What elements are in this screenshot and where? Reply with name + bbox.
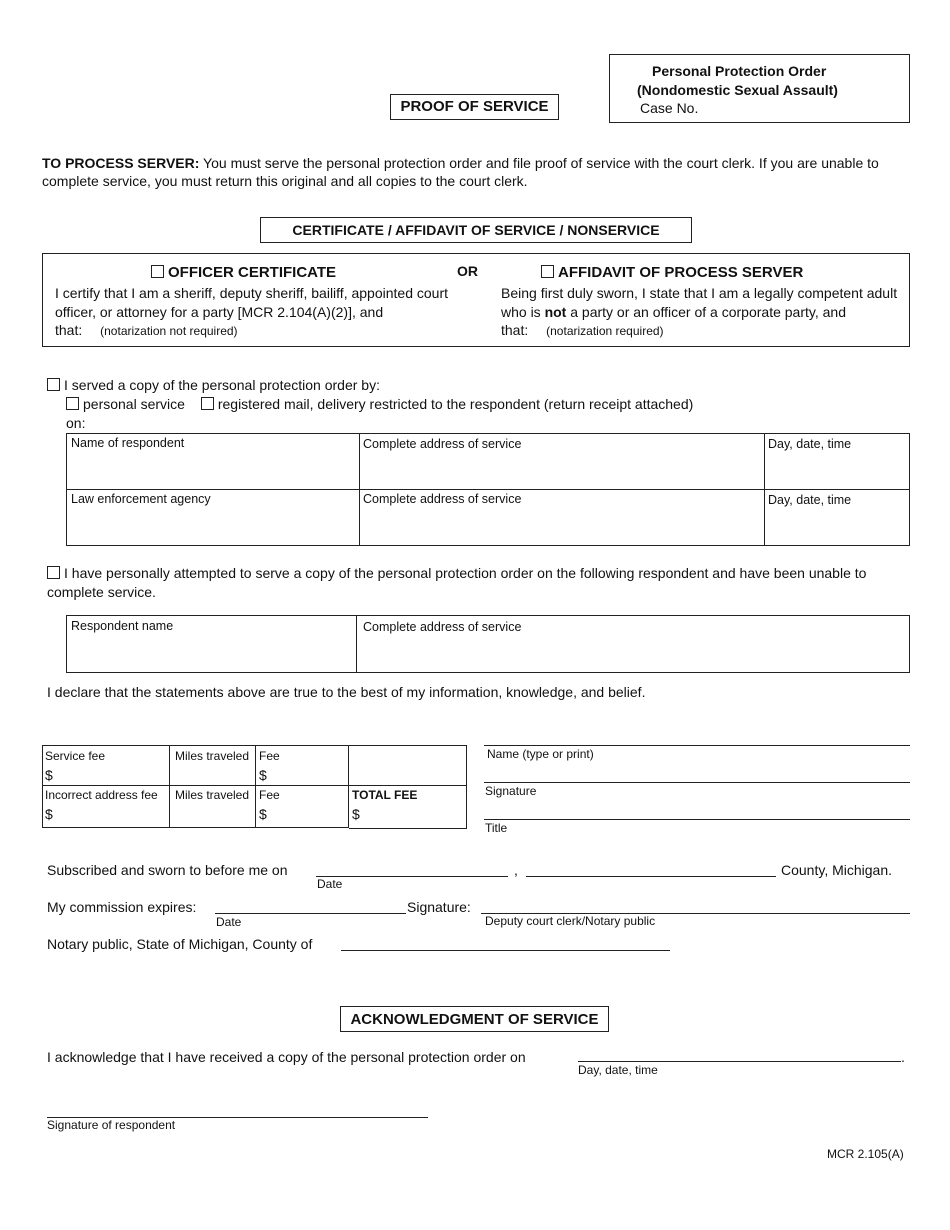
- notary-state-label: Notary public, State of Michigan, County of: [47, 936, 313, 952]
- acknowledgment-heading: ACKNOWLEDGMENT OF SERVICE: [350, 1011, 599, 1028]
- commission-expires-label: My commission expires:: [47, 899, 197, 915]
- acknowledgment-date-line[interactable]: [578, 1061, 901, 1062]
- miles-traveled-label-2: Miles traveled: [175, 788, 250, 802]
- process-server-instructions: [42, 154, 912, 190]
- service-fee-field[interactable]: $: [45, 767, 53, 783]
- attempted-table: [66, 615, 910, 673]
- commission-date-line[interactable]: [215, 913, 406, 914]
- total-fee-field[interactable]: $: [352, 806, 360, 822]
- subscribed-comma: ,: [514, 862, 518, 878]
- affidavit-checkbox[interactable]: [541, 265, 554, 278]
- court-rule-reference: MCR 2.105(A): [827, 1147, 904, 1161]
- page-title: PROOF OF SERVICE: [400, 98, 549, 115]
- service-address-field-1[interactable]: Complete address of service: [363, 437, 522, 451]
- notary-signature-label: Signature:: [407, 899, 471, 915]
- name-of-respondent-field[interactable]: Name of respondent: [71, 436, 185, 450]
- registered-mail-label: registered mail, delivery restricted to the respondent (return receipt attached): [217, 396, 694, 412]
- or-label: OR: [457, 263, 478, 279]
- commission-date-label: Date: [216, 915, 242, 929]
- case-no-label: Case No.: [640, 100, 699, 116]
- served-checkbox[interactable]: [47, 378, 60, 391]
- signature-line[interactable]: [484, 782, 910, 783]
- incorrect-address-fee-label: Incorrect address fee: [45, 788, 158, 802]
- acknowledgment-text: I acknowledge that I have received a copy of the personal protection order on: [47, 1049, 526, 1065]
- case-title-line2: (Nondomestic Sexual Assault): [637, 82, 838, 98]
- on-label: on:: [66, 415, 86, 431]
- certificate-box: [42, 253, 910, 347]
- acknowledgment-period: .: [901, 1049, 905, 1065]
- name-line[interactable]: [484, 745, 910, 746]
- title-label: Title: [485, 821, 508, 835]
- title-line[interactable]: [484, 819, 910, 820]
- instructions-text: You must serve the personal protection order and file proof of service with the court clerk. If you are unable to complete service, you must return this original and all copies to the court clerk.: [42, 155, 879, 189]
- subscribed-date-label: Date: [317, 877, 343, 891]
- certificate-heading-box: [260, 217, 692, 243]
- affidavit-heading: [541, 264, 803, 282]
- county-line[interactable]: [526, 876, 776, 877]
- personal-service-label: personal service: [83, 396, 185, 412]
- case-box: [609, 54, 910, 123]
- officer-certificate-heading: [151, 264, 336, 282]
- service-address-field-2[interactable]: Complete address of service: [363, 492, 522, 506]
- attempted-address-field[interactable]: Complete address of service: [363, 620, 522, 634]
- acknowledgment-heading-box: [340, 1006, 609, 1032]
- law-enforcement-agency-field[interactable]: Law enforcement agency: [71, 492, 211, 506]
- certificate-heading: CERTIFICATE / AFFIDAVIT OF SERVICE / NONSERVICE: [292, 222, 660, 238]
- personal-service-checkbox[interactable]: [66, 397, 79, 410]
- acknowledgment-date-label: Day, date, time: [578, 1063, 658, 1077]
- subscribed-label: Subscribed and sworn to before me on: [47, 862, 288, 878]
- miles-traveled-label-1: Miles traveled: [175, 749, 250, 763]
- officer-certificate-checkbox[interactable]: [151, 265, 164, 278]
- affidavit-title: AFFIDAVIT OF PROCESS SERVER: [558, 264, 804, 281]
- attempted-checkbox[interactable]: [47, 566, 60, 579]
- officer-certificate-title: OFFICER CERTIFICATE: [168, 264, 337, 281]
- fee-field-2[interactable]: $: [259, 806, 267, 822]
- fee-field-1[interactable]: $: [259, 767, 267, 783]
- incorrect-address-fee-field[interactable]: $: [45, 806, 53, 822]
- notary-county-line[interactable]: [341, 950, 670, 951]
- respondent-name-field[interactable]: Respondent name: [71, 619, 174, 633]
- signature-label: Signature: [485, 784, 537, 798]
- fees-table: [42, 745, 467, 829]
- instructions-lead: TO PROCESS SERVER:: [42, 155, 200, 171]
- proof-of-service-title-box: [390, 94, 559, 120]
- affidavit-body: Being first duly sworn, I state that I am a legally competent adult who is not a party or an officer of a corporate party, and that: (notarization required): [501, 285, 898, 338]
- fee-label-1: Fee: [259, 749, 280, 763]
- subscribed-date-line[interactable]: [316, 876, 508, 877]
- service-fee-label: Service fee: [45, 749, 106, 763]
- respondent-signature-label: Signature of respondent: [47, 1118, 176, 1132]
- service-datetime-field-2[interactable]: Day, date, time: [768, 493, 852, 507]
- fee-label-2: Fee: [259, 788, 280, 802]
- county-michigan-label: County, Michigan.: [781, 862, 893, 878]
- deputy-clerk-label: Deputy court clerk/Notary public: [485, 914, 656, 928]
- officer-certificate-body: I certify that I am a sheriff, deputy sheriff, bailiff, appointed court officer, or attorney for a party [MCR 2.104(A)(2)], and that: (notarization not required): [55, 285, 448, 338]
- registered-mail-checkbox[interactable]: [201, 397, 214, 410]
- served-table: [66, 433, 910, 546]
- attempted-statement: I have personally attempted to serve a copy of the personal protection order on the following respondent and have been unable to complete service.: [47, 565, 867, 600]
- served-statement: I served a copy of the personal protection order by:: [47, 377, 380, 393]
- declaration-text: I declare that the statements above are true to the best of my information, knowledge, and belief.: [47, 684, 646, 700]
- case-title-line1: Personal Protection Order: [652, 63, 827, 79]
- service-datetime-field-1[interactable]: Day, date, time: [768, 437, 852, 451]
- name-label: Name (type or print): [487, 747, 594, 761]
- service-method-options: [66, 396, 693, 412]
- total-fee-label: TOTAL FEE: [352, 788, 418, 802]
